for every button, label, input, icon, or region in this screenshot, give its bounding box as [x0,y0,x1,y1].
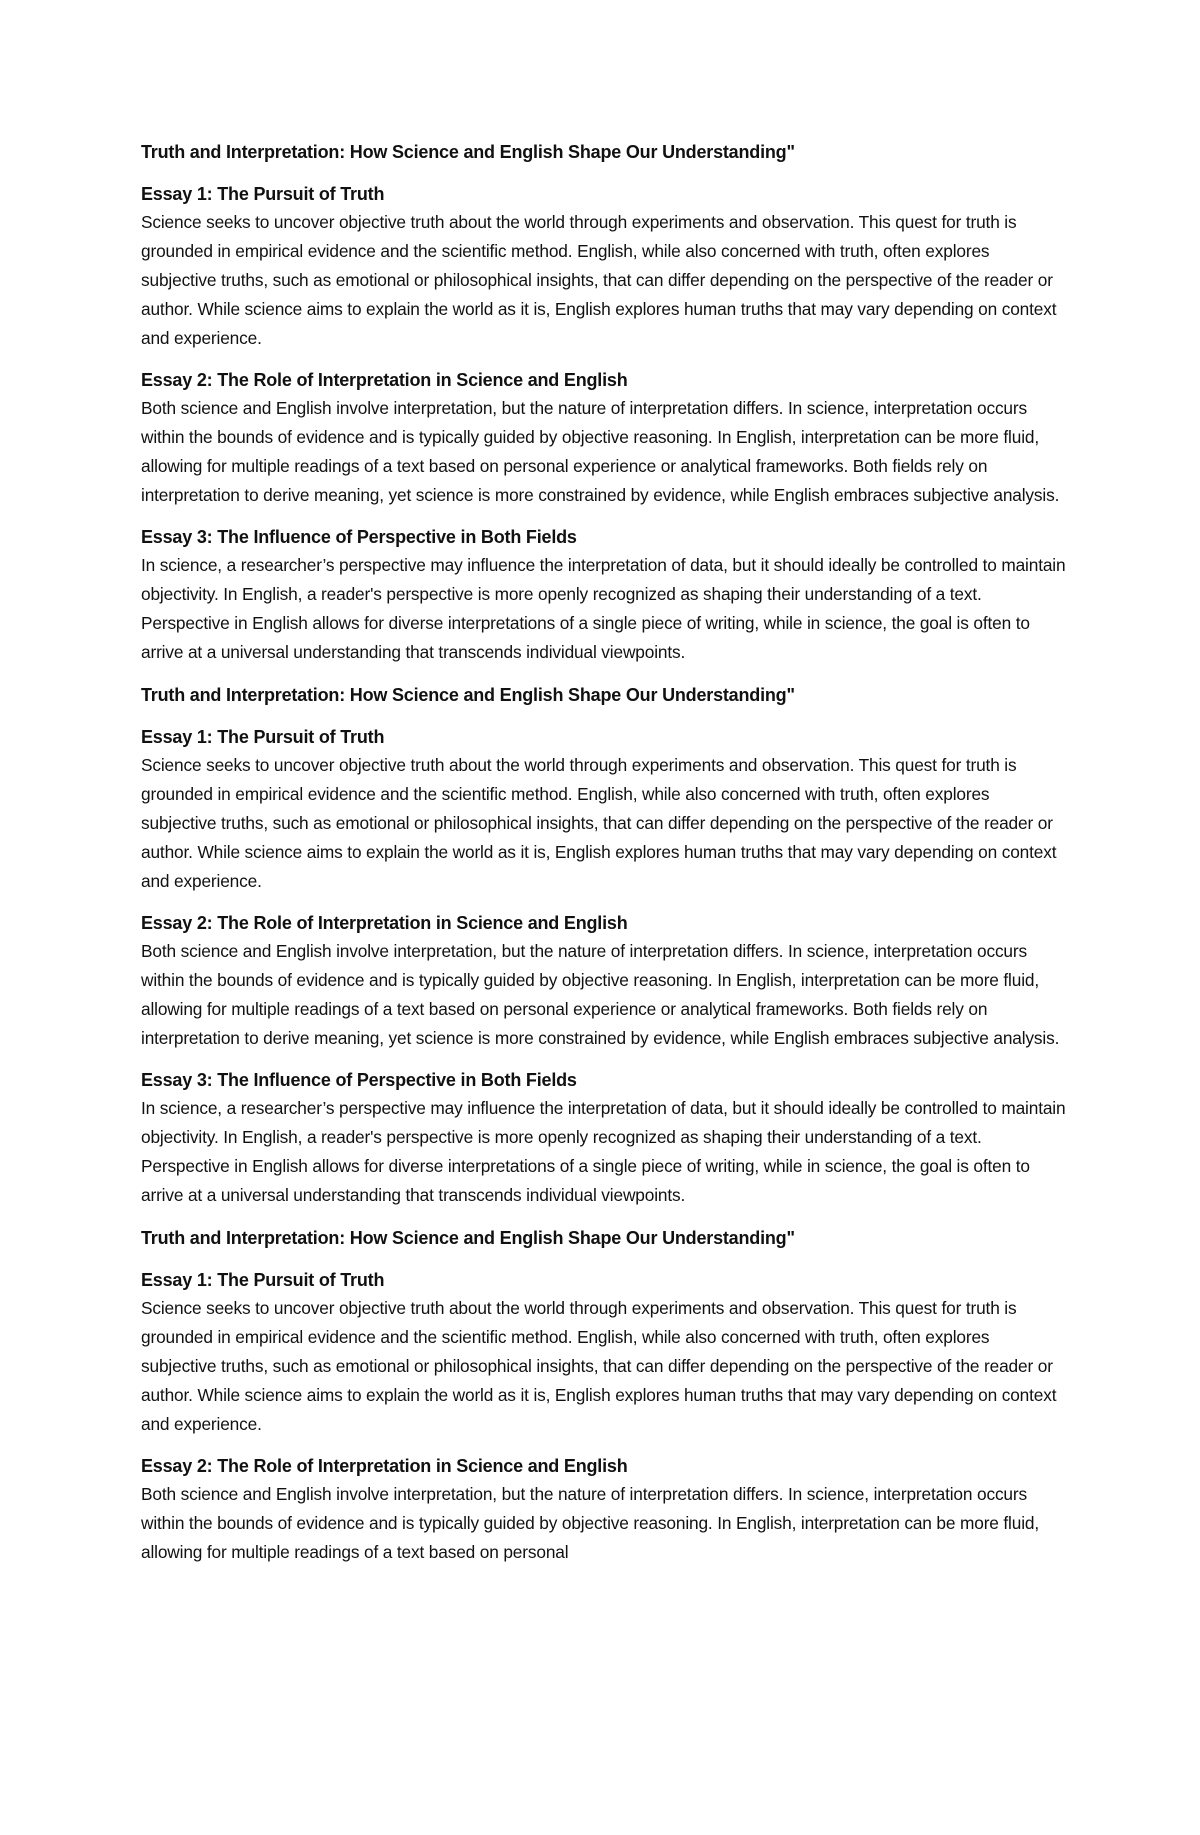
document-title: Truth and Interpretation: How Science and English Shape Our Understanding" [141,685,795,705]
essay-block [141,1452,1066,1567]
document-section [141,681,1066,1210]
essay-block [141,723,1066,896]
essay-body: Both science and English involve interpretation, but the nature of interpretation differs. In science, interpretation occurs within the bounds of evidence and is typically guided by objective reasoning. In English, interpretation can be more fluid, allowing for multiple readings of a text based on personal experience or analytical frameworks. Both fields rely on interpretation to derive meaning, yet science is more constrained by evidence, while English embraces subjective analysis. [141,398,1060,505]
essay-block [141,1266,1066,1439]
document-section [141,138,1066,667]
essay-body: Science seeks to uncover objective truth about the world through experiments and observation. This quest for truth is grounded in empirical evidence and the scientific method. English, while also concerned with truth, often explores subjective truths, such as emotional or philosophical insights, that can differ depending on the perspective of the reader or author. While science aims to explain the world as it is, English explores human truths that may vary depending on context and experience. [141,212,1057,348]
essay-heading: Essay 1: The Pursuit of Truth [141,1270,385,1290]
essay-body: Science seeks to uncover objective truth about the world through experiments and observation. This quest for truth is grounded in empirical evidence and the scientific method. English, while also concerned with truth, often explores subjective truths, such as emotional or philosophical insights, that can differ depending on the perspective of the reader or author. While science aims to explain the world as it is, English explores human truths that may vary depending on context and experience. [141,1298,1057,1434]
essay-heading: Essay 2: The Role of Interpretation in Science and English [141,913,628,933]
essay-body: Science seeks to uncover objective truth about the world through experiments and observation. This quest for truth is grounded in empirical evidence and the scientific method. English, while also concerned with truth, often explores subjective truths, such as emotional or philosophical insights, that can differ depending on the perspective of the reader or author. While science aims to explain the world as it is, English explores human truths that may vary depending on context and experience. [141,755,1057,891]
essay-heading: Essay 3: The Influence of Perspective in Both Fields [141,527,577,547]
essay-block [141,1066,1066,1210]
essay-body: Both science and English involve interpretation, but the nature of interpretation differs. In science, interpretation occurs within the bounds of evidence and is typically guided by objective reasoning. In English, interpretation can be more fluid, allowing for multiple readings of a text based on personal [141,1484,1040,1562]
essay-block [141,909,1066,1053]
essay-heading: Essay 1: The Pursuit of Truth [141,184,385,204]
essay-body: In science, a researcher’s perspective may influence the interpretation of data, but it should ideally be controlled to maintain objectivity. In English, a reader's perspective is more openly recognized as shaping their understanding of a text. Perspective in English allows for diverse interpretations of a single piece of writing, while in science, the goal is often to arrive at a universal understanding that transcends individual viewpoints. [141,1098,1066,1205]
document-section [141,1224,1066,1567]
essay-heading: Essay 2: The Role of Interpretation in Science and English [141,1456,628,1476]
essay-heading: Essay 3: The Influence of Perspective in Both Fields [141,1070,577,1090]
essay-body: In science, a researcher’s perspective may influence the interpretation of data, but it should ideally be controlled to maintain objectivity. In English, a reader's perspective is more openly recognized as shaping their understanding of a text. Perspective in English allows for diverse interpretations of a single piece of writing, while in science, the goal is often to arrive at a universal understanding that transcends individual viewpoints. [141,555,1066,662]
document-title: Truth and Interpretation: How Science and English Shape Our Understanding" [141,142,795,162]
document-content [141,138,1066,1581]
document-title: Truth and Interpretation: How Science and English Shape Our Understanding" [141,1228,795,1248]
essay-heading: Essay 2: The Role of Interpretation in Science and English [141,370,628,390]
essay-heading: Essay 1: The Pursuit of Truth [141,727,385,747]
essay-block [141,180,1066,353]
essay-block [141,523,1066,667]
essay-block [141,366,1066,510]
essay-body: Both science and English involve interpretation, but the nature of interpretation differs. In science, interpretation occurs within the bounds of evidence and is typically guided by objective reasoning. In English, interpretation can be more fluid, allowing for multiple readings of a text based on personal experience or analytical frameworks. Both fields rely on interpretation to derive meaning, yet science is more constrained by evidence, while English embraces subjective analysis. [141,941,1060,1048]
